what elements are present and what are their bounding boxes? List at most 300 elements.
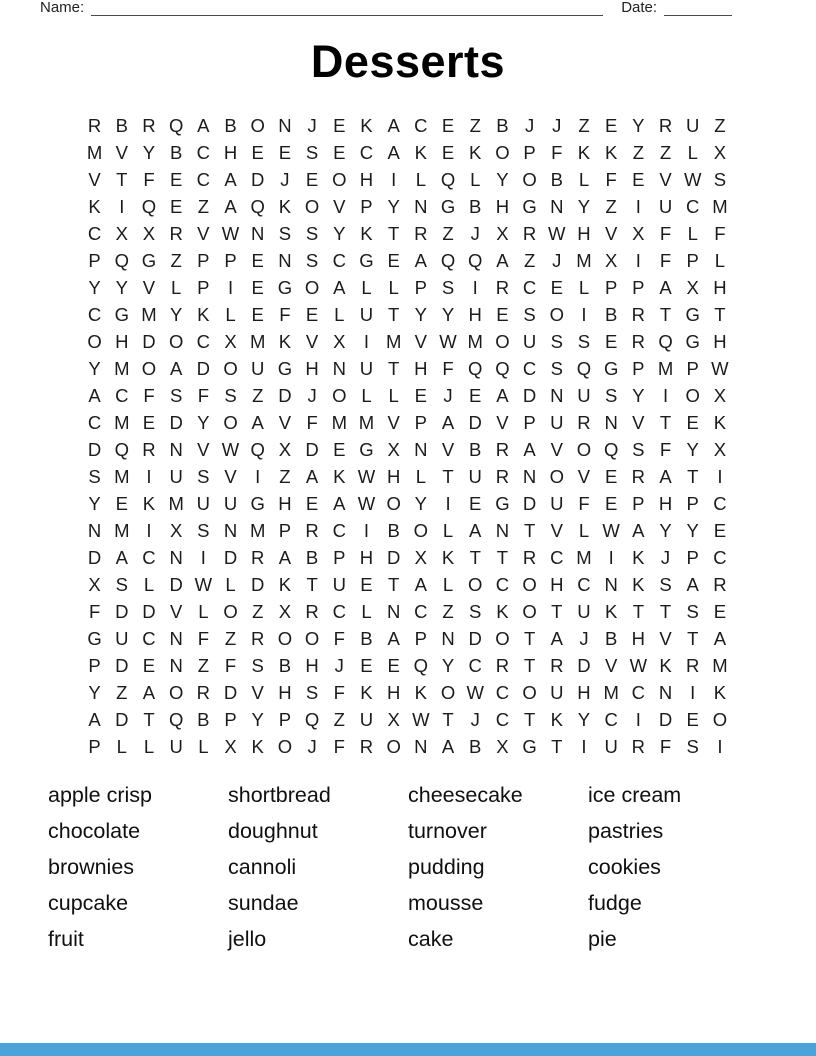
grid-cell: P bbox=[686, 492, 699, 514]
grid-cell: C bbox=[522, 276, 537, 298]
grid-cell: W bbox=[357, 465, 376, 487]
grid-cell: O bbox=[468, 573, 483, 595]
grid-cell: O bbox=[495, 627, 510, 649]
grid-cell: Y bbox=[577, 708, 591, 730]
grid-cell: D bbox=[196, 357, 211, 379]
grid-cell: E bbox=[387, 249, 400, 271]
grid-cell: K bbox=[441, 546, 455, 568]
grid-cell: E bbox=[632, 168, 645, 190]
grid-cell: L bbox=[388, 276, 399, 298]
grid-cell: W bbox=[466, 681, 484, 703]
grid-cell: D bbox=[223, 681, 238, 703]
footer-bar bbox=[0, 1043, 816, 1056]
grid-cell: Q bbox=[114, 438, 129, 460]
grid-cell: F bbox=[659, 735, 672, 757]
grid-cell: T bbox=[143, 708, 155, 730]
grid-cell: J bbox=[470, 708, 480, 730]
grid-cell: S bbox=[305, 222, 319, 244]
grid-cell: O bbox=[495, 141, 510, 163]
grid-cell: M bbox=[141, 303, 157, 325]
grid-cell: U bbox=[251, 357, 265, 379]
grid-cell: F bbox=[197, 384, 209, 406]
grid-cell: Q bbox=[413, 654, 429, 676]
grid-cell: V bbox=[414, 330, 428, 352]
grid-cell: B bbox=[469, 735, 482, 757]
grid-cell: A bbox=[278, 546, 292, 568]
grid-cell: L bbox=[578, 276, 590, 298]
grid-cell: Z bbox=[197, 654, 209, 676]
grid-cell: O bbox=[304, 627, 320, 649]
grid-cell: N bbox=[87, 519, 102, 541]
grid-cell: X bbox=[142, 222, 156, 244]
grid-cell: O bbox=[332, 384, 347, 406]
grid-cell: I bbox=[635, 249, 641, 271]
grid-cell: V bbox=[441, 438, 455, 460]
grid-cell: V bbox=[577, 465, 591, 487]
grid-cell: W bbox=[221, 438, 240, 460]
grid-cell: E bbox=[333, 438, 346, 460]
grid-cell: R bbox=[305, 600, 319, 622]
grid-cell: N bbox=[278, 114, 292, 136]
grid-cell: G bbox=[277, 276, 293, 298]
grid-cell: E bbox=[604, 114, 618, 136]
grid-cell: R bbox=[251, 546, 265, 568]
grid-cell: R bbox=[631, 465, 646, 487]
grid-cell: D bbox=[522, 384, 537, 406]
grid-cell: I bbox=[119, 195, 125, 217]
grid-cell: Z bbox=[442, 600, 454, 622]
grid-cell: K bbox=[550, 708, 563, 730]
grid-cell: Y bbox=[333, 222, 346, 244]
grid-cell: T bbox=[687, 465, 699, 487]
grid-cell: Y bbox=[686, 438, 699, 460]
grid-cell: K bbox=[278, 330, 292, 352]
grid-cell: J bbox=[280, 168, 290, 190]
grid-cell: T bbox=[388, 303, 400, 325]
grid-cell: R bbox=[631, 303, 646, 325]
grid-cell: Q bbox=[250, 438, 265, 460]
grid-cell: O bbox=[549, 465, 564, 487]
grid-cell: I bbox=[662, 384, 669, 406]
grid-cell: O bbox=[522, 573, 537, 595]
grid-cell: E bbox=[142, 411, 156, 433]
grid-cell: T bbox=[632, 600, 644, 622]
grid-cell: H bbox=[631, 627, 646, 649]
grid-cell: G bbox=[495, 492, 510, 514]
grid-cell: Q bbox=[168, 114, 184, 136]
grid-cell: O bbox=[223, 600, 238, 622]
grid-cell: P bbox=[632, 276, 645, 298]
grid-cell: C bbox=[414, 600, 428, 622]
grid-cell: U bbox=[359, 303, 374, 325]
grid-cell: Y bbox=[414, 492, 428, 514]
grid-cell: D bbox=[115, 654, 129, 676]
grid-cell: V bbox=[550, 519, 563, 541]
grid-cell: Y bbox=[88, 492, 101, 514]
grid-cell: I bbox=[635, 195, 641, 217]
grid-cell: J bbox=[579, 627, 589, 649]
grid-cell: G bbox=[522, 735, 537, 757]
grid-cell: D bbox=[468, 411, 482, 433]
grid-cell: R bbox=[251, 627, 265, 649]
grid-cell: P bbox=[360, 195, 373, 217]
grid-cell: J bbox=[307, 114, 317, 136]
grid-cell: E bbox=[333, 141, 346, 163]
grid-cell: T bbox=[523, 708, 536, 730]
grid-cell: B bbox=[604, 303, 618, 325]
grid-cell: A bbox=[387, 114, 400, 136]
grid-cell: C bbox=[495, 681, 510, 703]
grid-cell: E bbox=[686, 411, 699, 433]
grid-cell: Y bbox=[496, 168, 509, 190]
grid-cell: Y bbox=[659, 519, 672, 541]
grid-cell: S bbox=[305, 249, 319, 271]
grid-cell: G bbox=[141, 249, 157, 271]
grid-cell: L bbox=[198, 600, 209, 622]
grid-cell: B bbox=[496, 114, 509, 136]
grid-cell: U bbox=[550, 411, 564, 433]
grid-cell: Z bbox=[605, 195, 617, 217]
grid-cell: E bbox=[142, 654, 156, 676]
grid-cell: Y bbox=[577, 195, 591, 217]
grid-cell: T bbox=[442, 465, 454, 487]
grid-cell: E bbox=[469, 492, 482, 514]
grid-cell: M bbox=[114, 519, 130, 541]
grid-cell: A bbox=[305, 465, 319, 487]
header bbox=[40, 0, 742, 16]
grid-cell: A bbox=[441, 735, 455, 757]
name-fill-line bbox=[91, 3, 603, 16]
grid-cell: K bbox=[360, 681, 373, 703]
grid-cell: J bbox=[307, 384, 317, 406]
grid-cell: W bbox=[221, 222, 240, 244]
grid-cell: N bbox=[414, 438, 428, 460]
grid-cell: H bbox=[414, 357, 428, 379]
grid-cell: S bbox=[469, 600, 482, 622]
grid-cell: L bbox=[116, 735, 127, 757]
grid-cell: O bbox=[685, 384, 700, 406]
grid-cell: F bbox=[659, 249, 672, 271]
grid-cell: L bbox=[143, 735, 155, 757]
grid-cell: I bbox=[255, 465, 261, 487]
grid-cell: A bbox=[414, 573, 428, 595]
grid-cell: D bbox=[223, 546, 238, 568]
grid-cell: S bbox=[197, 465, 210, 487]
grid-cell: M bbox=[657, 357, 674, 379]
grid-cell: I bbox=[635, 708, 641, 730]
grid-cell: V bbox=[115, 141, 128, 163]
grid-cell: N bbox=[495, 519, 510, 541]
grid-cell: K bbox=[496, 600, 509, 622]
grid-cell: E bbox=[360, 573, 373, 595]
grid-cell: E bbox=[469, 384, 482, 406]
grid-cell: D bbox=[142, 600, 156, 622]
grid-cell: F bbox=[197, 627, 209, 649]
grid-cell: Z bbox=[197, 195, 209, 217]
grid-cell: X bbox=[224, 330, 237, 352]
grid-cell: U bbox=[359, 708, 374, 730]
word-item: fudge bbox=[588, 890, 642, 915]
grid-cell: I bbox=[146, 519, 152, 541]
grid-cell: K bbox=[251, 735, 264, 757]
grid-cell: J bbox=[334, 654, 344, 676]
grid-cell: C bbox=[713, 492, 727, 514]
grid-cell: Z bbox=[252, 600, 264, 622]
grid-cell: E bbox=[251, 303, 264, 325]
grid-cell: P bbox=[278, 708, 292, 730]
grid-cell: O bbox=[712, 708, 728, 730]
grid-cell: P bbox=[686, 546, 699, 568]
grid-cell: G bbox=[359, 249, 374, 271]
grid-cell: D bbox=[169, 573, 183, 595]
grid-cell: I bbox=[608, 546, 614, 568]
grid-cell: N bbox=[414, 195, 428, 217]
grid-cell: O bbox=[386, 492, 401, 514]
grid-cell: T bbox=[659, 411, 672, 433]
grid-cell: M bbox=[385, 330, 402, 352]
grid-cell: N bbox=[550, 195, 564, 217]
grid-cell: H bbox=[359, 546, 374, 568]
grid-cell: E bbox=[604, 330, 618, 352]
grid-cell: F bbox=[714, 222, 726, 244]
grid-cell: G bbox=[87, 627, 102, 649]
grid-cell: Z bbox=[333, 708, 345, 730]
grid-cell: N bbox=[251, 222, 265, 244]
grid-cell: X bbox=[713, 141, 727, 163]
grid-cell: H bbox=[550, 573, 564, 595]
grid-cell: W bbox=[194, 573, 213, 595]
grid-cell: F bbox=[659, 222, 672, 244]
grid-cell: Y bbox=[632, 384, 645, 406]
grid-cell: K bbox=[632, 573, 645, 595]
grid-cell: K bbox=[197, 303, 210, 325]
grid-cell: Y bbox=[88, 357, 101, 379]
grid-cell: J bbox=[552, 249, 562, 271]
grid-cell: S bbox=[632, 438, 645, 460]
grid-cell: G bbox=[603, 357, 619, 379]
grid-cell: O bbox=[440, 681, 456, 703]
grid-cell: U bbox=[169, 735, 183, 757]
word-item: turnover bbox=[408, 819, 487, 844]
grid-cell: D bbox=[522, 492, 537, 514]
grid-cell: O bbox=[304, 195, 320, 217]
grid-cell: K bbox=[414, 141, 428, 163]
grid-cell: U bbox=[577, 600, 591, 622]
grid-cell: S bbox=[550, 330, 563, 352]
grid-cell: Y bbox=[251, 708, 264, 730]
grid-cell: Z bbox=[279, 465, 291, 487]
grid-cell: A bbox=[550, 627, 563, 649]
grid-cell: R bbox=[169, 222, 183, 244]
grid-cell: F bbox=[279, 303, 291, 325]
grid-cell: C bbox=[631, 681, 646, 703]
word-item: shortbread bbox=[228, 783, 331, 808]
grid-cell: O bbox=[277, 735, 293, 757]
grid-cell: A bbox=[387, 627, 400, 649]
grid-cell: Q bbox=[468, 357, 483, 379]
grid-cell: U bbox=[468, 465, 482, 487]
grid-cell: K bbox=[604, 141, 618, 163]
grid-cell: S bbox=[115, 573, 128, 595]
grid-cell: O bbox=[250, 114, 265, 136]
grid-cell: E bbox=[550, 276, 563, 298]
grid-cell: R bbox=[142, 114, 156, 136]
grid-cell: X bbox=[278, 600, 292, 622]
grid-cell: B bbox=[169, 141, 183, 163]
grid-cell: M bbox=[114, 357, 130, 379]
word-list bbox=[48, 778, 768, 957]
grid-cell: N bbox=[604, 573, 618, 595]
grid-cell: D bbox=[251, 573, 265, 595]
grid-cell: X bbox=[278, 438, 292, 460]
grid-cell: M bbox=[86, 141, 103, 163]
grid-cell: F bbox=[659, 438, 672, 460]
word-item: pudding bbox=[408, 854, 485, 879]
grid-cell: P bbox=[88, 654, 101, 676]
grid-cell: O bbox=[304, 276, 320, 298]
grid-cell: H bbox=[359, 168, 374, 190]
grid-cell: O bbox=[549, 303, 564, 325]
grid-cell: C bbox=[142, 546, 156, 568]
grid-cell: C bbox=[522, 357, 537, 379]
grid-cell: W bbox=[357, 492, 376, 514]
grid-cell: Q bbox=[250, 195, 265, 217]
grid-cell: E bbox=[360, 654, 373, 676]
grid-cell: B bbox=[469, 195, 482, 217]
grid-cell: R bbox=[305, 519, 319, 541]
grid-cell: C bbox=[196, 330, 211, 352]
grid-cell: Q bbox=[304, 708, 320, 730]
grid-cell: O bbox=[277, 627, 293, 649]
grid-cell: A bbox=[333, 276, 346, 298]
word-item: brownies bbox=[48, 854, 135, 879]
grid-cell: O bbox=[332, 168, 347, 190]
grid-cell: O bbox=[522, 168, 537, 190]
grid-cell: V bbox=[142, 276, 156, 298]
grid-cell: R bbox=[658, 114, 673, 136]
grid-cell: U bbox=[223, 492, 238, 514]
grid-cell: P bbox=[604, 276, 618, 298]
grid-cell: L bbox=[415, 168, 426, 190]
grid-cell: K bbox=[414, 681, 428, 703]
grid-cell: L bbox=[578, 168, 590, 190]
grid-cell: T bbox=[551, 735, 563, 757]
grid-cell: E bbox=[169, 195, 183, 217]
grid-cell: H bbox=[468, 303, 482, 325]
grid-cell: H bbox=[223, 141, 238, 163]
grid-cell: F bbox=[88, 600, 101, 622]
grid-cell: X bbox=[496, 222, 509, 244]
grid-cell: H bbox=[115, 330, 129, 352]
grid-cell: I bbox=[445, 492, 451, 514]
grid-cell: A bbox=[333, 492, 346, 514]
grid-cell: K bbox=[333, 465, 346, 487]
grid-cell: I bbox=[717, 465, 723, 487]
grid-cell: T bbox=[442, 708, 454, 730]
name-label: Name: bbox=[40, 0, 85, 16]
grid-cell: N bbox=[550, 384, 564, 406]
grid-cell: T bbox=[116, 168, 128, 190]
grid-cell: D bbox=[251, 168, 265, 190]
grid-cell: C bbox=[87, 222, 102, 244]
grid-cell: U bbox=[550, 492, 564, 514]
grid-cell: K bbox=[659, 654, 672, 676]
grid-cell: N bbox=[223, 519, 238, 541]
grid-cell: C bbox=[196, 141, 211, 163]
grid-cell: Q bbox=[141, 195, 157, 217]
grid-cell: B bbox=[278, 654, 292, 676]
grid-cell: F bbox=[333, 627, 345, 649]
grid-cell: I bbox=[200, 546, 206, 568]
grid-cell: V bbox=[550, 438, 563, 460]
grid-cell: R bbox=[577, 411, 591, 433]
grid-cell: A bbox=[496, 384, 509, 406]
grid-cell: Y bbox=[169, 303, 183, 325]
page-title: Desserts bbox=[310, 36, 506, 87]
grid-cell: W bbox=[412, 708, 430, 730]
grid-cell: Z bbox=[224, 627, 237, 649]
grid-cell: N bbox=[278, 249, 292, 271]
grid-cell: K bbox=[360, 222, 373, 244]
grid-cell: J bbox=[524, 114, 535, 136]
grid-cell: L bbox=[198, 735, 209, 757]
grid-cell: L bbox=[442, 573, 454, 595]
grid-cell: A bbox=[169, 357, 183, 379]
grid-cell: M bbox=[603, 681, 619, 703]
grid-cell: A bbox=[686, 573, 699, 595]
grid-cell: R bbox=[495, 465, 510, 487]
grid-cell: L bbox=[442, 519, 454, 541]
grid-cell: T bbox=[659, 303, 672, 325]
grid-cell: U bbox=[577, 384, 591, 406]
grid-cell: M bbox=[250, 330, 266, 352]
grid-cell: A bbox=[88, 708, 101, 730]
grid-cell: D bbox=[115, 708, 129, 730]
grid-cell: T bbox=[714, 303, 726, 325]
grid-cell: M bbox=[712, 195, 728, 217]
date-label: Date: bbox=[621, 0, 658, 16]
grid-cell: Z bbox=[469, 114, 481, 136]
grid-cell: X bbox=[169, 519, 183, 541]
grid-cell: V bbox=[632, 411, 645, 433]
grid-cell: H bbox=[713, 276, 727, 298]
grid-cell: T bbox=[388, 357, 400, 379]
grid-cell: I bbox=[581, 303, 587, 325]
grid-cell: O bbox=[576, 438, 592, 460]
grid-cell: R bbox=[522, 546, 537, 568]
grid-cell: C bbox=[115, 384, 129, 406]
grid-cell: I bbox=[146, 465, 152, 487]
grid-cell: F bbox=[143, 384, 155, 406]
grid-cell: S bbox=[224, 384, 237, 406]
grid-cell: X bbox=[414, 546, 428, 568]
grid-cell: D bbox=[305, 438, 319, 460]
grid-cell: R bbox=[87, 114, 102, 136]
grid-cell: L bbox=[578, 519, 590, 541]
grid-cell: C bbox=[196, 168, 211, 190]
grid-cell: U bbox=[359, 357, 374, 379]
grid-cell: S bbox=[251, 654, 264, 676]
grid-cell: Y bbox=[632, 114, 645, 136]
grid-cell: M bbox=[467, 330, 483, 352]
grid-cell: S bbox=[169, 384, 183, 406]
grid-cell: X bbox=[713, 438, 727, 460]
grid-cell: C bbox=[495, 708, 510, 730]
grid-cell: F bbox=[224, 654, 237, 676]
grid-cell: V bbox=[604, 654, 618, 676]
grid-cell: C bbox=[686, 195, 700, 217]
grid-cell: V bbox=[278, 411, 292, 433]
